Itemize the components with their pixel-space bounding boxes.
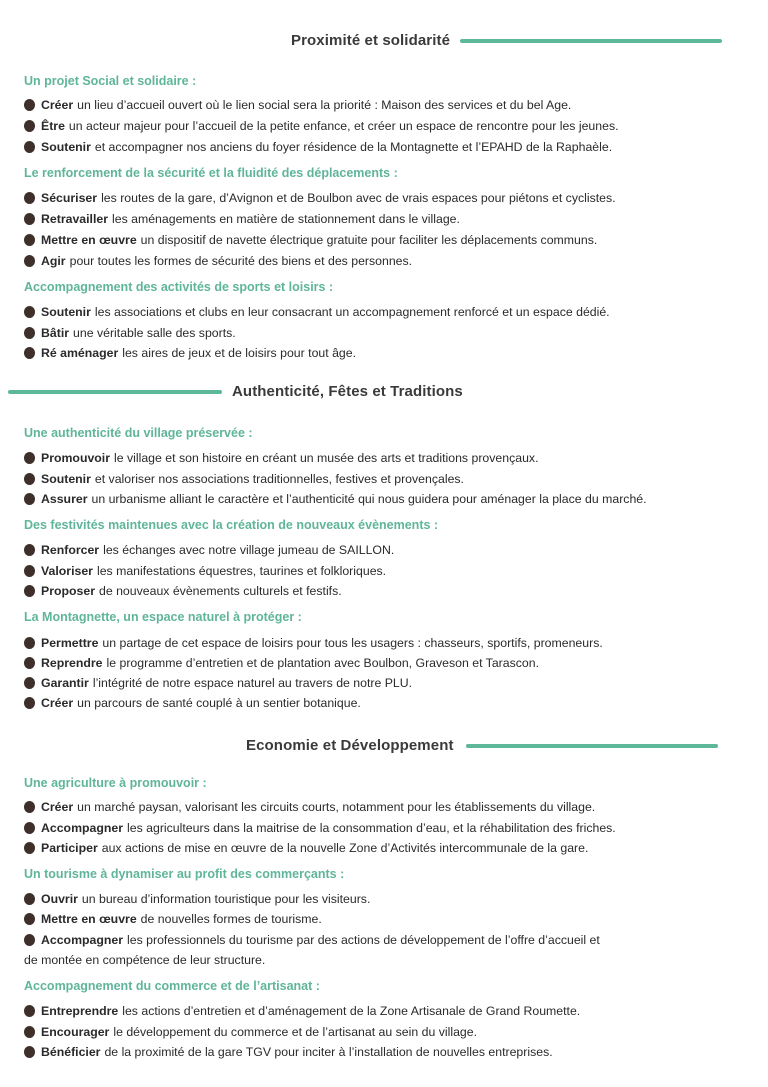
subsection-heading: Une agriculture à promouvoir : [24,776,207,790]
section-header-economie [246,737,718,754]
subsection-heading: Le renforcement de la sécurité et la fluidité des déplacements : [24,166,398,180]
item-verb: Participer [41,841,98,855]
bullet-icon [24,822,35,834]
item-verb: Promouvoir [41,451,111,465]
item-verb: Permettre [41,636,99,650]
bullet-icon [24,934,35,946]
item-text: aux actions de mise en œuvre de la nouvelle Zone d’Activités intercommunale de la gare. [101,841,589,855]
bullet-icon [24,842,35,854]
item-text: les manifestations équestres, taurines et folkloriques. [96,564,387,578]
list-item [24,912,322,926]
bullet-icon [24,213,35,225]
list-item [24,636,603,650]
item-verb: Ré aménager [41,346,119,360]
bullet-icon [24,1046,35,1058]
item-text: un bureau d’information touristique pour les visiteurs. [81,892,371,906]
item-text: un partage de cet espace de loisirs pour tous les usagers : chasseurs, sportifs, promeneurs. [102,636,603,650]
bullet-icon [24,585,35,597]
item-text: les routes de la gare, d’Avignon et de Boulbon avec de vrais espaces pour piétons et cyclistes. [101,191,616,205]
list-item [24,1004,580,1018]
bullet-icon [24,677,35,689]
list-item [24,892,370,906]
bullet-icon [24,306,35,318]
subsection-heading: La Montagnette, un espace naturel à protéger : [24,610,302,624]
item-verb: Soutenir [41,140,91,154]
item-verb: Bénéficier [41,1045,101,1059]
item-text: les actions d’entretien et d’aménagement de la Zone Artisanale de Grand Roumette. [122,1004,581,1018]
list-item [24,656,539,670]
subsection-heading: Accompagnement des activités de sports et loisirs : [24,280,334,294]
item-verb: Ouvrir [41,892,78,906]
item-verb: Agir [41,254,66,268]
item-text: le développement du commerce et de l’artisanat au sein du village. [113,1025,477,1039]
list-item [24,821,616,835]
item-text: l’intégrité de notre espace naturel au travers de notre PLU. [92,676,413,690]
bullet-icon [24,565,35,577]
item-verb: Retravailler [41,212,108,226]
list-item [24,564,386,578]
item-verb: Soutenir [41,472,91,486]
bullet-icon [24,1005,35,1017]
list-item [24,451,539,465]
bullet-icon [24,697,35,709]
item-text: un acteur majeur pour l’accueil de la petite enfance, et créer un espace de rencontre pour les jeunes. [68,119,619,133]
bullet-icon [24,893,35,905]
section-rule [460,39,722,43]
list-item [24,119,619,133]
list-item-continuation: de montée en compétence de leur structure. [24,953,266,967]
bullet-icon [24,255,35,267]
item-verb: Renforcer [41,543,100,557]
item-text: les aménagements en matière de stationnement dans le village. [112,212,460,226]
list-item [24,98,571,112]
bullet-icon [24,141,35,153]
bullet-icon [24,347,35,359]
list-item [24,696,361,710]
list-item [24,543,394,557]
list-item [24,346,356,360]
item-verb: Soutenir [41,305,91,319]
bullet-icon [24,327,35,339]
item-text: les échanges avec notre village jumeau de SAILLON. [103,543,395,557]
bullet-icon [24,99,35,111]
bullet-icon [24,473,35,485]
bullet-icon [24,637,35,649]
list-item [24,1045,553,1059]
item-verb: Créer [41,800,74,814]
item-verb: Mettre en œuvre [41,912,137,926]
subsection-heading: Un tourisme à dynamiser au profit des commerçants : [24,867,345,881]
list-item [24,841,588,855]
item-text: une véritable salle des sports. [73,326,236,340]
list-item [24,191,616,205]
item-verb: Bâtir [41,326,70,340]
bullet-icon [24,801,35,813]
list-item [24,676,412,690]
item-text: et valoriser nos associations traditionnelles, festives et provençales. [94,472,464,486]
subsection-heading: Des festivités maintenues avec la création de nouveaux évènements : [24,518,439,532]
item-verb: Sécuriser [41,191,98,205]
item-text: un lieu d’accueil ouvert où le lien social sera la priorité : Maison des services et du bel Age. [77,98,572,112]
bullet-icon [24,544,35,556]
item-verb: Être [41,119,65,133]
item-text: le village et son histoire en créant un musée des arts et traditions provençaux. [114,451,539,465]
list-item [24,140,612,154]
bullet-icon [24,657,35,669]
subsection-heading: Un projet Social et solidaire : [24,74,197,88]
list-item [24,254,412,268]
item-verb: Valoriser [41,564,93,578]
section-header-authenticite [8,383,463,400]
bullet-icon [24,913,35,925]
item-text: de nouveaux évènements culturels et festifs. [99,584,342,598]
item-text: le programme d’entretien et de plantation avec Boulbon, Graveson et Tarascon. [106,656,539,670]
list-item [24,800,595,814]
list-item [24,233,597,247]
item-verb: Entreprendre [41,1004,119,1018]
item-verb: Créer [41,696,74,710]
item-verb: Mettre en œuvre [41,233,137,247]
list-item [24,584,342,598]
item-verb: Accompagner [41,933,124,947]
subsection-heading: Une authenticité du village préservée : [24,426,253,440]
list-item [24,492,647,506]
section-rule [466,744,718,748]
subsection-heading: Accompagnement du commerce et de l’artisanat : [24,979,320,993]
item-text: un urbanisme alliant le caractère et l’authenticité qui nous guidera pour aménager la place du marché. [91,492,647,506]
section-header-proximite [291,32,722,49]
item-verb: Créer [41,98,74,112]
item-text: un parcours de santé couplé à un sentier botanique. [77,696,361,710]
item-verb: Assurer [41,492,88,506]
item-text: un dispositif de navette électrique gratuite pour faciliter les déplacements communs. [140,233,598,247]
item-verb: Reprendre [41,656,103,670]
item-verb: Garantir [41,676,89,690]
item-text: pour toutes les formes de sécurité des biens et des personnes. [69,254,413,268]
list-item [24,305,610,319]
list-item [24,472,464,486]
item-text: les associations et clubs en leur consacrant un accompagnement renforcé et un espace dédié. [94,305,610,319]
item-verb: Encourager [41,1025,110,1039]
list-item [24,1025,477,1039]
section-title: Proximité et solidarité [291,32,451,49]
item-text: de nouvelles formes de tourisme. [140,912,322,926]
section-rule [8,390,222,394]
bullet-icon [24,493,35,505]
section-title: Authenticité, Fêtes et Traditions [232,383,463,400]
bullet-icon [24,452,35,464]
list-item [24,933,600,947]
bullet-icon [24,1026,35,1038]
list-item [24,212,460,226]
item-text: un marché paysan, valorisant les circuits courts, notamment pour les établissements du village. [77,800,596,814]
item-text: les professionnels du tourisme par des actions de développement de l’offre d’accueil et [127,933,600,947]
item-verb: Proposer [41,584,95,598]
item-text: et accompagner nos anciens du foyer résidence de la Montagnette et l’EPAHD de la Raphaèle. [94,140,613,154]
bullet-icon [24,192,35,204]
bullet-icon [24,234,35,246]
list-item [24,326,236,340]
item-text: les aires de jeux et de loisirs pour tout âge. [122,346,357,360]
item-verb: Accompagner [41,821,124,835]
item-text: de la proximité de la gare TGV pour inciter à l’installation de nouvelles entreprises. [104,1045,553,1059]
item-text: les agriculteurs dans la maitrise de la consommation d’eau, et la réhabilitation des friches. [127,821,616,835]
bullet-icon [24,120,35,132]
section-title: Economie et Développement [246,737,454,754]
